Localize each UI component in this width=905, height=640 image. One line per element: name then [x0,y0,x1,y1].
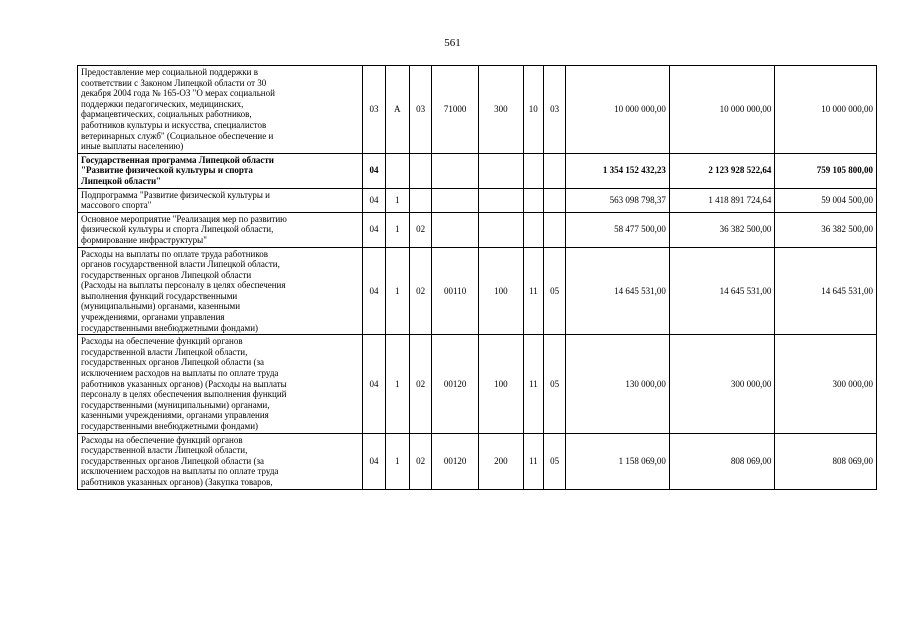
description-line: государственными внебюджетными фондами) [81,322,259,333]
code-cell: 03 [543,66,565,154]
description-line: "Развитие физической культуры и спорта [81,165,253,176]
row-description [78,335,363,433]
description-line: государственными (муниципальными) органами, [81,399,270,410]
description-line: государственных органов Липецкой области [81,269,252,280]
description-line: (муниципальными) органами, казенными [81,301,241,312]
code-cell: 1 [385,247,409,335]
amount-cell: 300 000,00 [775,335,877,433]
amount-cell: 59 004 500,00 [775,188,877,212]
description-line: Расходы на обеспечение функций органов [81,434,243,445]
code-cell [478,188,523,212]
code-cell: 03 [363,66,385,154]
description-line: исключением расходов на выплаты по оплате труда [81,368,279,379]
row-description [78,247,363,335]
table-row [78,212,877,247]
description-line: массового спорта" [81,200,152,211]
description-line: (Расходы на выплаты персоналу в целях обеспечения [81,280,286,291]
code-cell [409,188,431,212]
description-line: государственных органов Липецкой области (за [81,455,265,466]
amount-cell: 36 382 500,00 [669,212,775,247]
description-line: Предоставление мер социальной поддержки в [81,67,258,77]
code-cell: 00120 [432,433,479,489]
code-cell [543,212,565,247]
code-cell: 10 [523,66,543,154]
code-cell: 02 [409,212,431,247]
description-line: выполнения функций государственными [81,290,238,301]
amount-cell: 10 000 000,00 [775,66,877,154]
description-line: исключением расходов на выплаты по оплате труда [81,466,279,477]
code-cell [409,153,431,188]
amount-cell: 563 098 798,37 [566,188,670,212]
description-line: работников культуры и искусства, специалистов [81,119,267,130]
description-line: поддержки педагогических, медицинских, [81,98,244,109]
description-line: Расходы на выплаты по оплате труда работников [81,248,268,259]
amount-cell: 759 105 800,00 [775,153,877,188]
table-row [78,188,877,212]
amount-cell: 58 477 500,00 [566,212,670,247]
code-cell: 02 [409,335,431,433]
description-line: государственной власти Липецкой области, [81,346,248,357]
table-row [78,247,877,335]
table-row [78,153,877,188]
code-cell: 05 [543,247,565,335]
budget-table [77,65,877,490]
description-line: фармацевтических, социальных работников, [81,109,252,120]
code-cell: 1 [385,433,409,489]
amount-cell: 36 382 500,00 [775,212,877,247]
code-cell: 11 [523,335,543,433]
code-cell: 1 [385,188,409,212]
code-cell: 11 [523,247,543,335]
code-cell [432,212,479,247]
code-cell: 04 [363,335,385,433]
row-description [78,153,363,188]
code-cell: 04 [363,433,385,489]
description-line: персоналу в целях обеспечения выполнения функций [81,389,287,400]
description-line: Расходы на обеспечение функций органов [81,336,243,347]
amount-cell: 1 354 152 432,23 [566,153,670,188]
code-cell: 05 [543,433,565,489]
code-cell: 200 [478,433,523,489]
amount-cell: 808 069,00 [669,433,775,489]
code-cell [543,188,565,212]
code-cell: 11 [523,433,543,489]
code-cell [385,153,409,188]
code-cell [523,188,543,212]
description-line: Липецкой области" [81,175,162,186]
code-cell [523,153,543,188]
row-description [78,212,363,247]
code-cell: 71000 [432,66,479,154]
amount-cell: 14 645 531,00 [669,247,775,335]
table-body [78,66,877,490]
table-row [78,66,877,154]
amount-cell: 130 000,00 [566,335,670,433]
description-line: декабря 2004 года № 165-ОЗ "О мерах социальной [81,88,275,99]
amount-cell: 1 158 069,00 [566,433,670,489]
code-cell [523,212,543,247]
amount-cell: 10 000 000,00 [566,66,670,154]
table-row [78,433,877,489]
description-line: государственными внебюджетными фондами) [81,421,259,431]
description-line: работников указанных органов) (Расходы на выплаты [81,378,287,389]
row-description [78,433,363,489]
description-line: учреждениями, органами управления [81,312,225,323]
row-description [78,66,363,154]
description-line: Государственная программа Липецкой области [81,154,274,165]
code-cell: 00120 [432,335,479,433]
description-line: иные выплаты населению) [81,141,184,152]
description-line: формирование инфраструктуры" [81,234,207,245]
description-line: государственных органов Липецкой области (за [81,357,265,368]
table-row [78,335,877,433]
code-cell: А [385,66,409,154]
amount-cell: 10 000 000,00 [669,66,775,154]
code-cell: 100 [478,247,523,335]
code-cell [478,153,523,188]
amount-cell: 300 000,00 [669,335,775,433]
code-cell: 02 [409,433,431,489]
page-number: 561 [444,37,461,49]
code-cell: 04 [363,153,385,188]
code-cell: 04 [363,212,385,247]
row-description [78,188,363,212]
amount-cell: 808 069,00 [775,433,877,489]
description-line: органов государственной власти Липецкой области, [81,259,280,270]
description-line: казенными учреждениями, органами управления [81,410,269,421]
amount-cell: 2 123 928 522,64 [669,153,775,188]
amount-cell: 1 418 891 724,64 [669,188,775,212]
code-cell: 300 [478,66,523,154]
code-cell: 00110 [432,247,479,335]
description-line: Подпрограмма "Развитие физической культуры и [81,189,270,200]
code-cell: 05 [543,335,565,433]
description-line: государственной власти Липецкой области, [81,445,248,456]
code-cell: 04 [363,188,385,212]
code-cell: 1 [385,212,409,247]
code-cell [432,153,479,188]
code-cell: 03 [409,66,431,154]
code-cell: 04 [363,247,385,335]
description-line: соответствии с Законом Липецкой области от 30 [81,77,267,88]
code-cell [543,153,565,188]
code-cell: 100 [478,335,523,433]
code-cell: 02 [409,247,431,335]
description-line: ветеринарных служб" (Социальное обеспечение и [81,130,274,141]
code-cell [432,188,479,212]
amount-cell: 14 645 531,00 [566,247,670,335]
description-line: Основное мероприятие "Реализация мер по развитию [81,213,287,224]
description-line: работников указанных органов) (Закупка товаров, [81,476,273,487]
description-line: физической культуры и спорта Липецкой области, [81,224,274,235]
code-cell: 1 [385,335,409,433]
code-cell [478,212,523,247]
amount-cell: 14 645 531,00 [775,247,877,335]
